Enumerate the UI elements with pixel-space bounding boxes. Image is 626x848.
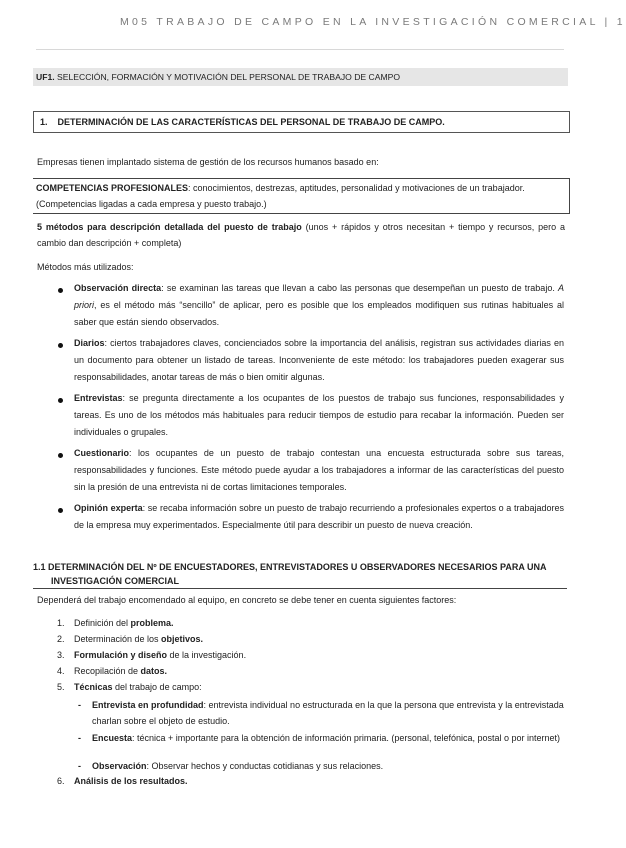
bullet-icon: [58, 508, 63, 513]
factor-number: 4.: [57, 666, 65, 676]
dash-marker: -: [78, 761, 81, 771]
technique-name: Observación: [92, 761, 147, 771]
factor-post: de la investigación.: [167, 650, 247, 660]
method-text: : se recaba información sobre un puesto de trabajo recurriendo a profesionales expertos o a trabajadores de la empresa muy experimentados. Especialmente útil para describir un puesto de nueva creación.: [74, 503, 564, 530]
section-1-title: DETERMINACIÓN DE LAS CARACTERÍSTICAS DEL PERSONAL DE TRABAJO DE CAMPO.: [57, 117, 445, 127]
header-divider: [36, 49, 564, 50]
dash-marker: -: [78, 700, 81, 710]
method-text: : ciertos trabajadores claves, concienciados sobre la importancia del análisis, registran sus actividades diarias en un documento para obtener un listado de tareas. Inconveniente de este método: los trabajadores pueden exagerar sus responsabilidades, anotar tareas de más o bien omitir algunas.: [74, 338, 564, 382]
unit-title: SELECCIÓN, FORMACIÓN Y MOTIVACIÓN DEL PERSONAL DE TRABAJO DE CAMPO: [57, 72, 401, 82]
technique-name: Encuesta: [92, 733, 133, 743]
method-name: Diarios: [74, 338, 105, 348]
unit-code: UF1.: [36, 72, 55, 82]
method-item: [74, 280, 564, 331]
dash-marker: -: [78, 733, 81, 743]
header-title: M05 TRABAJO DE CAMPO EN LA INVESTIGACIÓN COMERCIAL: [120, 16, 599, 28]
bullet-icon: [58, 453, 63, 458]
method-text: : se examinan las tareas que llevan a cabo las personas que desempeñan un puesto de trabajo.: [161, 283, 558, 293]
method-name: Entrevistas: [74, 393, 123, 403]
page-number: | 1: [604, 16, 626, 28]
factor-pre: Recopilación de: [74, 666, 141, 676]
method-name: Observación directa: [74, 283, 162, 293]
factor-pre: Determinación de los: [74, 634, 162, 644]
technique-item: [92, 730, 564, 746]
method-name: Opinión experta: [74, 503, 143, 513]
method-text-2: , es el método más “sencillo” de aplicar, pero es posible que los empleados modifiquen sus rutinas habituales al saber que están siendo observados.: [74, 300, 564, 327]
factor-bold: problema.: [130, 618, 174, 628]
section-1-1-divider: [33, 588, 567, 589]
methods-intro: [37, 219, 565, 251]
technique-desc: : técnica + importante para la obtención de información primaria. (personal, telefónica, postal o por internet): [132, 733, 561, 743]
technique-item: [92, 758, 564, 774]
factor-bold: datos.: [140, 666, 168, 676]
method-item: [74, 335, 564, 386]
factor-item: [74, 631, 203, 647]
competencias-box: [33, 178, 570, 214]
methods-intro-bold: 5 métodos para descripción detallada del puesto de trabajo: [37, 222, 302, 232]
section-1-1-heading: [33, 560, 568, 588]
method-item: [74, 445, 564, 496]
factor-post: del trabajo de campo:: [112, 682, 202, 692]
factor-number: 6.: [57, 776, 65, 786]
factor-item: [74, 679, 202, 695]
method-name: Cuestionario: [74, 448, 130, 458]
method-item: [74, 500, 564, 534]
method-text: : se pregunta directamente a los ocupantes de los puestos de trabajo sus funciones, responsabilidades y tareas. Es uno de los métodos más habituales para reducir tiempos de estudio para recabar la información. Pueden ser individuales o grupales.: [74, 393, 564, 437]
factor-bold: objetivos.: [161, 634, 204, 644]
technique-name: Entrevista en profundidad: [92, 700, 204, 710]
factor-number: 3.: [57, 650, 65, 660]
methods-label: Métodos más utilizados:: [37, 262, 134, 272]
unit-title-box: [33, 68, 568, 86]
technique-item: [92, 697, 564, 729]
factor-bold: Técnicas: [74, 682, 113, 692]
method-item: [74, 390, 564, 441]
section-1-heading: [33, 111, 570, 133]
bullet-icon: [58, 398, 63, 403]
intro-text: Empresas tienen implantado sistema de gestión de los recursos humanos basado en:: [37, 157, 379, 167]
methods-intro-rest: (unos + rápidos y otros necesitan + tiempo y recursos, pero a cambio dan descripción + completa): [37, 222, 565, 248]
technique-desc: : Observar hechos y conductas cotidianas y sus relaciones.: [146, 761, 384, 771]
factor-number: 1.: [57, 618, 65, 628]
bullet-icon: [58, 343, 63, 348]
section-1-1-title-line1: 1.1 DETERMINACIÓN DEL Nº DE ENCUESTADORES, ENTREVISTADORES U OBSERVADORES NECESARIOS PARA UNA: [33, 562, 547, 572]
competencias-term: COMPETENCIAS PROFESIONALES: [36, 183, 189, 193]
factor-pre: Definición del: [74, 618, 131, 628]
factor-item: [74, 663, 167, 679]
method-italic: A priori: [74, 283, 564, 310]
factor-number: 5.: [57, 682, 65, 692]
method-text: : los ocupantes de un puesto de trabajo contestan una encuesta estructurada sobre sus tareas, responsabilidades y funciones. Este método puede ayudar a los trabajadores a informar de las características del puesto sin la presión de una entrevista ni de cortas limitaciones temporales.: [74, 448, 564, 492]
factor-item: [74, 773, 188, 789]
competencias-note: (Competencias ligadas a cada empresa y puesto trabajo.): [36, 199, 267, 209]
section-1-1-intro: Dependerá del trabajo encomendado al equipo, en concreto se debe tener en cuenta siguientes factores:: [37, 595, 457, 605]
competencias-definition: : conocimientos, destrezas, aptitudes, personalidad y motivaciones de un trabajador.: [188, 183, 525, 193]
section-1-1-title-line2: INVESTIGACIÓN COMERCIAL: [51, 576, 180, 586]
factor-item: [74, 615, 174, 631]
section-1-number: 1.: [40, 117, 48, 127]
bullet-icon: [58, 288, 63, 293]
technique-desc: : entrevista individual no estructurada en la que la persona que entrevista y la entrevistada charlan sobre el objeto de estudio.: [92, 700, 564, 726]
factor-number: 2.: [57, 634, 65, 644]
factor-bold: Formulación y diseño: [74, 650, 168, 660]
factor-item: [74, 647, 246, 663]
running-header: [120, 16, 626, 28]
factor-bold: Análisis de los resultados.: [74, 776, 188, 786]
